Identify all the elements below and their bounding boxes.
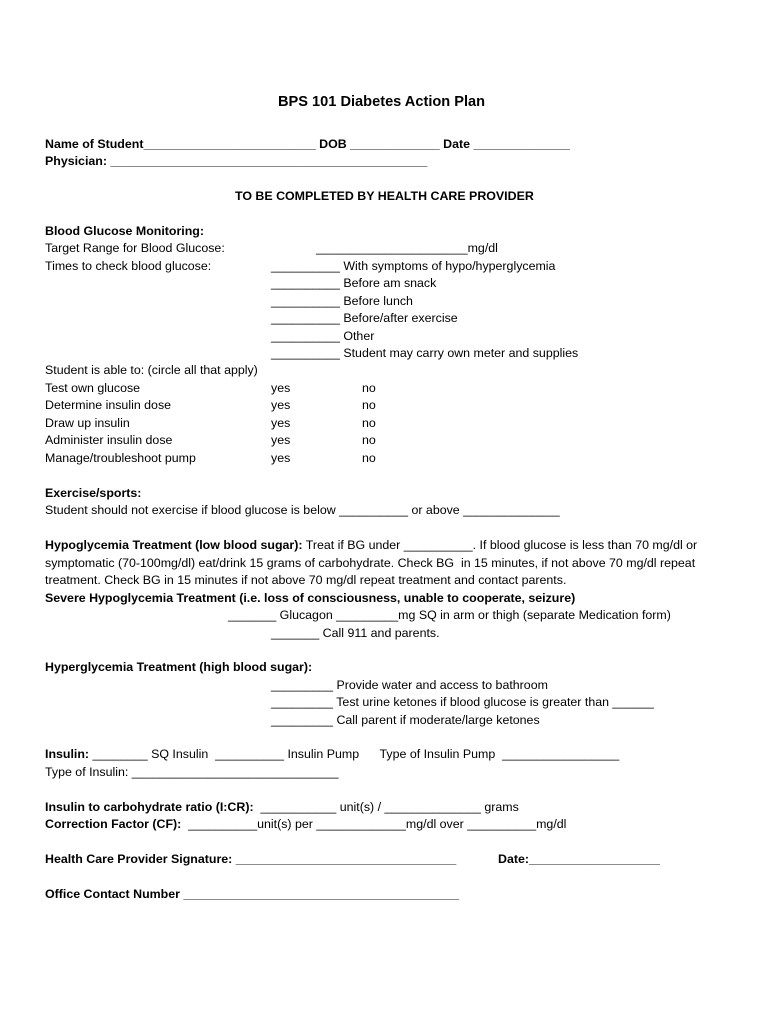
check-item[interactable]: __________ Student may carry own meter and supplies	[271, 346, 579, 360]
insulin-fields: ________ SQ Insulin __________ Insulin Pump Type of Insulin Pump _________________	[89, 747, 620, 761]
ability-label: Manage/troubleshoot pump	[45, 451, 196, 465]
ability-yes-option[interactable]: yes	[271, 451, 291, 465]
hypoglycemia-heading: Hypoglycemia Treatment (low blood sugar):	[45, 538, 303, 552]
ability-label: Draw up insulin	[45, 416, 130, 430]
hypoglycemia-line-2: symptomatic (70-100mg/dl) eat/drink 15 grams of carbohydrate. Check BG in 15 minutes, if not above 70 mg/dl repeat	[45, 556, 696, 570]
correction-factor-fields: __________unit(s) per _____________mg/dl over __________mg/dl	[181, 817, 567, 831]
check-item[interactable]: __________ Before/after exercise	[271, 311, 458, 325]
ability-yes-option[interactable]: yes	[271, 433, 291, 447]
ability-no-option[interactable]: no	[362, 433, 376, 447]
type-of-insulin-line[interactable]: Type of Insulin: ______________________________	[45, 765, 339, 779]
insulin-carb-ratio-fields: ___________ unit(s) / ______________ grams	[253, 800, 519, 814]
insulin-label: Insulin:	[45, 747, 90, 761]
hyperglycemia-heading: Hyperglycemia Treatment (high blood sugar):	[45, 660, 313, 674]
office-contact-line[interactable]: Office Contact Number ________________________________________	[45, 887, 460, 901]
hyper-item[interactable]: _________ Provide water and access to bathroom	[271, 678, 548, 692]
ability-label: Determine insulin dose	[45, 398, 172, 412]
physician-line[interactable]: Physician: ______________________________________________	[45, 154, 428, 168]
hyper-item[interactable]: _________ Test urine ketones if blood glucose is greater than ______	[271, 695, 654, 709]
glucagon-line[interactable]: _______ Glucagon _________mg SQ in arm or thigh (separate Medication form)	[228, 608, 671, 622]
check-item[interactable]: __________ Other	[271, 329, 375, 343]
section-heading-provider: TO BE COMPLETED BY HEALTH CARE PROVIDER	[235, 189, 534, 203]
correction-factor-line[interactable]	[45, 817, 566, 832]
target-range-field[interactable]: ______________________mg/dl	[316, 241, 498, 255]
target-range-label: Target Range for Blood Glucose:	[45, 241, 225, 255]
insulin-line[interactable]	[45, 747, 619, 762]
student-dob-date-line[interactable]: Name of Student_________________________ DOB _____________ Date ______________	[45, 137, 570, 151]
ability-no-option[interactable]: no	[362, 451, 376, 465]
severe-hypoglycemia-heading: Severe Hypoglycemia Treatment (i.e. loss of consciousness, unable to cooperate, seizure)	[45, 591, 576, 605]
ability-yes-option[interactable]: yes	[271, 398, 291, 412]
ability-label: Test own glucose	[45, 381, 141, 395]
provider-signature-line[interactable]: Health Care Provider Signature: ________________________________	[45, 852, 457, 866]
abilities-heading: Student is able to: (circle all that apply)	[45, 363, 258, 377]
monitoring-heading: Blood Glucose Monitoring:	[45, 224, 204, 238]
exercise-limits-line[interactable]: Student should not exercise if blood glucose is below __________ or above ______________	[45, 503, 560, 517]
times-to-check-label: Times to check blood glucose:	[45, 259, 212, 273]
hypoglycemia-line-3: treatment. Check BG in 15 minutes if not above 70 mg/dl repeat treatment and contact parents.	[45, 573, 567, 587]
insulin-carb-ratio-label: Insulin to carbohydrate ratio (I:CR):	[45, 800, 254, 814]
insulin-carb-ratio-line[interactable]	[45, 800, 519, 815]
ability-label: Administer insulin dose	[45, 433, 173, 447]
hypoglycemia-line-1[interactable]	[45, 538, 697, 553]
check-item[interactable]: __________ With symptoms of hypo/hyperglycemia	[271, 259, 556, 273]
page-title: BPS 101 Diabetes Action Plan	[278, 94, 486, 110]
ability-yes-option[interactable]: yes	[271, 381, 291, 395]
ability-yes-option[interactable]: yes	[271, 416, 291, 430]
exercise-heading: Exercise/sports:	[45, 486, 142, 500]
call-911-line[interactable]: _______ Call 911 and parents.	[271, 626, 440, 640]
ability-no-option[interactable]: no	[362, 416, 376, 430]
hypoglycemia-treat-text: Treat if BG under __________. If blood glucose is less than 70 mg/dl or	[302, 538, 698, 552]
ability-no-option[interactable]: no	[362, 398, 376, 412]
correction-factor-label: Correction Factor (CF):	[45, 817, 182, 831]
check-item[interactable]: __________ Before lunch	[271, 294, 413, 308]
ability-no-option[interactable]: no	[362, 381, 376, 395]
signature-date-line[interactable]: Date:___________________	[498, 852, 660, 866]
check-item[interactable]: __________ Before am snack	[271, 276, 437, 290]
hyper-item[interactable]: _________ Call parent if moderate/large ketones	[271, 713, 540, 727]
